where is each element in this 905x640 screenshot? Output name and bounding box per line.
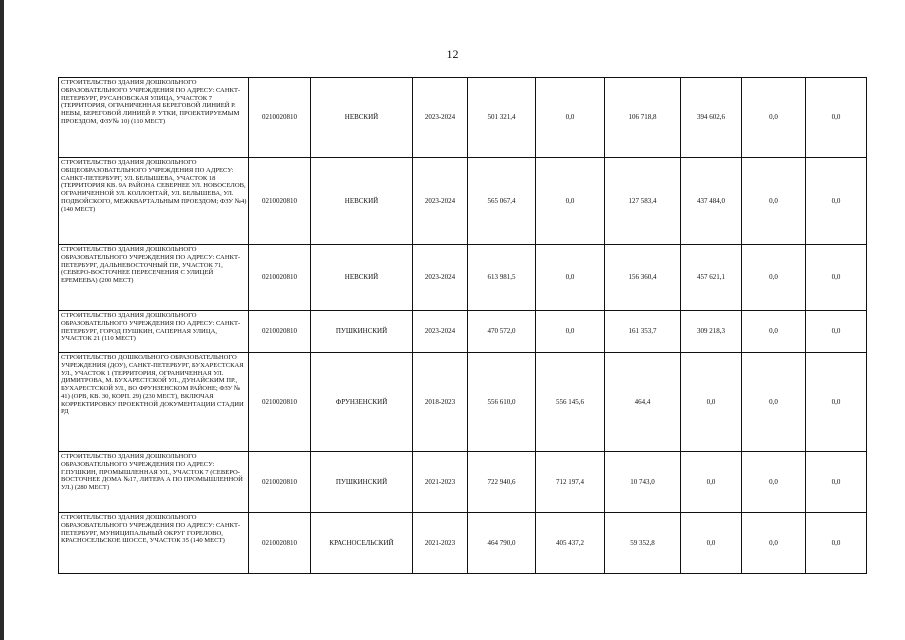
total-cost: 556 610,0	[468, 353, 536, 452]
table-row	[59, 245, 867, 311]
value-col-5: 0,0	[806, 513, 867, 574]
value-col-3: 0,0	[681, 452, 742, 513]
district: КРАСНОСЕЛЬСКИЙ	[311, 513, 413, 574]
period: 2018-2023	[413, 353, 468, 452]
object-name: СТРОИТЕЛЬСТВО ЗДАНИЯ ДОШКОЛЬНОГО ОБЩЕОБРАЗОВАТЕЛЬНОГО УЧРЕЖДЕНИЯ ПО АДРЕСУ: САНКТ-ПЕТЕРБУРГ, УЛ. БЕЛЫШЕВА, УЧАСТОК 18 (ТЕРРИТОРИЯ КВ. 9А РАЙОНА СЕВЕРНЕЕ УЛ. НОВОСЕЛОВ, ОГРАНИЧЕННОЙ УЛ. КОЛЛОНТАЙ, УЛ. БЕЛЫШЕВА, УЛ. ПОДВОЙСКОГО, МЕЖКВАРТАЛЬНЫМ ПРОЕЗДОМ; ФЗУ №4) (140 МЕСТ)	[59, 158, 249, 245]
value-col-2: 464,4	[605, 353, 681, 452]
value-col-3: 394 602,6	[681, 78, 742, 158]
value-col-4: 0,0	[742, 158, 806, 245]
object-name: СТРОИТЕЛЬСТВО ЗДАНИЯ ДОШКОЛЬНОГО ОБРАЗОВАТЕЛЬНОГО УЧРЕЖДЕНИЯ ПО АДРЕСУ: САНКТ-ПЕТЕРБУРГ, МУНИЦИПАЛЬНЫЙ ОКРУГ ГОРЕЛОВО, КРАСНОСЕЛЬСКОЕ ШОССЕ, УЧАСТОК 35 (140 МЕСТ)	[59, 513, 249, 574]
value-col-2: 59 352,8	[605, 513, 681, 574]
value-col-5: 0,0	[806, 452, 867, 513]
value-col-1: 0,0	[536, 311, 605, 353]
period: 2021-2023	[413, 513, 468, 574]
table-row	[59, 452, 867, 513]
period: 2021-2023	[413, 452, 468, 513]
value-col-3: 309 218,3	[681, 311, 742, 353]
object-name: СТРОИТЕЛЬСТВО ЗДАНИЯ ДОШКОЛЬНОГО ОБРАЗОВАТЕЛЬНОГО УЧРЕЖДЕНИЯ ПО АДРЕСУ: САНКТ-ПЕТЕРБУРГ, ГОРОД ПУШКИН, САПЕРНАЯ УЛИЦА, УЧАСТОК 21 (110 МЕСТ)	[59, 311, 249, 353]
value-col-3: 0,0	[681, 513, 742, 574]
district: ПУШКИНСКИЙ	[311, 452, 413, 513]
value-col-5: 0,0	[806, 158, 867, 245]
value-col-4: 0,0	[742, 353, 806, 452]
object-name: СТРОИТЕЛЬСТВО ЗДАНИЯ ДОШКОЛЬНОГО ОБРАЗОВАТЕЛЬНОГО УЧРЕЖДЕНИЯ ПО АДРЕСУ: САНКТ-ПЕТЕРБУРГ, РУСАНОВСКАЯ УЛИЦА, УЧАСТОК 7 (ТЕРРИТОРИЯ, ОГРАНИЧЕННАЯ БЕРЕГОВОЙ ЛИНИЕЙ Р. НЕВЫ, БЕРЕГОВОЙ ЛИНИЕЙ Р. УТКИ, ПРОЕКТИРУЕМЫМ ПРОЕЗДОМ, ФЗУ№ 10) (110 МЕСТ)	[59, 78, 249, 158]
total-cost: 565 067,4	[468, 158, 536, 245]
table-row	[59, 78, 867, 158]
table-row	[59, 311, 867, 353]
value-col-4: 0,0	[742, 513, 806, 574]
value-col-5: 0,0	[806, 78, 867, 158]
district: ПУШКИНСКИЙ	[311, 311, 413, 353]
budget-code: 0210020810	[249, 452, 311, 513]
total-cost: 613 981,5	[468, 245, 536, 311]
budget-code: 0210020810	[249, 158, 311, 245]
value-col-1: 0,0	[536, 245, 605, 311]
value-col-3: 437 484,0	[681, 158, 742, 245]
value-col-5: 0,0	[806, 245, 867, 311]
value-col-2: 106 718,8	[605, 78, 681, 158]
district: НЕВСКИЙ	[311, 245, 413, 311]
table-row	[59, 158, 867, 245]
period: 2023-2024	[413, 78, 468, 158]
table-row	[59, 353, 867, 452]
construction-table	[58, 77, 867, 574]
district: ФРУНЗЕНСКИЙ	[311, 353, 413, 452]
page-number: 12	[446, 47, 459, 61]
value-col-2: 10 743,0	[605, 452, 681, 513]
period: 2023-2024	[413, 158, 468, 245]
value-col-4: 0,0	[742, 245, 806, 311]
total-cost: 501 321,4	[468, 78, 536, 158]
value-col-5: 0,0	[806, 311, 867, 353]
object-name: СТРОИТЕЛЬСТВО ЗДАНИЯ ДОШКОЛЬНОГО ОБРАЗОВАТЕЛЬНОГО УЧРЕЖДЕНИЯ ПО АДРЕСУ: Г.ПУШКИН, ПРОМЫШЛЕННАЯ УЛ., УЧАСТОК 7 (СЕВЕРО-ВОСТОЧНЕЕ ДОМА №17, ЛИТЕРА А ПО ПРОМЫШЛЕННОЙ УЛ.) (280 МЕСТ)	[59, 452, 249, 513]
value-col-1: 0,0	[536, 158, 605, 245]
value-col-2: 127 583,4	[605, 158, 681, 245]
value-col-1: 712 197,4	[536, 452, 605, 513]
budget-code: 0210020810	[249, 245, 311, 311]
value-col-4: 0,0	[742, 311, 806, 353]
total-cost: 722 940,6	[468, 452, 536, 513]
value-col-5: 0,0	[806, 353, 867, 452]
period: 2023-2024	[413, 245, 468, 311]
budget-code: 0210020810	[249, 513, 311, 574]
table-row	[59, 513, 867, 574]
value-col-2: 156 360,4	[605, 245, 681, 311]
object-name: СТРОИТЕЛЬСТВО ЗДАНИЯ ДОШКОЛЬНОГО ОБРАЗОВАТЕЛЬНОГО УЧРЕЖДЕНИЯ ПО АДРЕСУ: САНКТ-ПЕТЕРБУРГ, ДАЛЬНЕВОСТОЧНЫЙ ПР., УЧАСТОК 71, (СЕВЕРО-ВОСТОЧНЕЕ ПЕРЕСЕЧЕНИЯ С УЛИЦЕЙ ЕРЕМЕЕВА) (200 МЕСТ)	[59, 245, 249, 311]
value-col-4: 0,0	[742, 78, 806, 158]
budget-code: 0210020810	[249, 78, 311, 158]
period: 2023-2024	[413, 311, 468, 353]
value-col-1: 556 145,6	[536, 353, 605, 452]
value-col-3: 457 621,1	[681, 245, 742, 311]
scan-edge	[0, 0, 4, 640]
value-col-3: 0,0	[681, 353, 742, 452]
object-name: СТРОИТЕЛЬСТВО ДОШКОЛЬНОГО ОБРАЗОВАТЕЛЬНОГО УЧРЕЖДЕНИЯ (ДОУ), САНКТ-ПЕТЕРБУРГ, БУХАРЕСТСКАЯ УЛ., УЧАСТОК 1 (ТЕРРИТОРИЯ, ОГРАНИЧЕННАЯ УЛ. ДИМИТРОВА, М. БУХАРЕСТСКОЙ УЛ., ДУНАЙСКИМ ПР., БУХАРЕСТСКОЙ УЛ., ВО ФРУНЗЕНСКОМ РАЙОНЕ; ФЗУ № 41) (ОРВ, КВ. 30, КОРП. 29) (230 МЕСТ), ВКЛЮЧАЯ КОРРЕКТИРОВКУ ПРОЕКТНОЙ ДОКУМЕНТАЦИИ СТАДИИ РД	[59, 353, 249, 452]
total-cost: 464 790,0	[468, 513, 536, 574]
budget-code: 0210020810	[249, 353, 311, 452]
value-col-1: 405 437,2	[536, 513, 605, 574]
total-cost: 470 572,0	[468, 311, 536, 353]
district: НЕВСКИЙ	[311, 158, 413, 245]
value-col-2: 161 353,7	[605, 311, 681, 353]
value-col-4: 0,0	[742, 452, 806, 513]
district: НЕВСКИЙ	[311, 78, 413, 158]
value-col-1: 0,0	[536, 78, 605, 158]
budget-code: 0210020810	[249, 311, 311, 353]
